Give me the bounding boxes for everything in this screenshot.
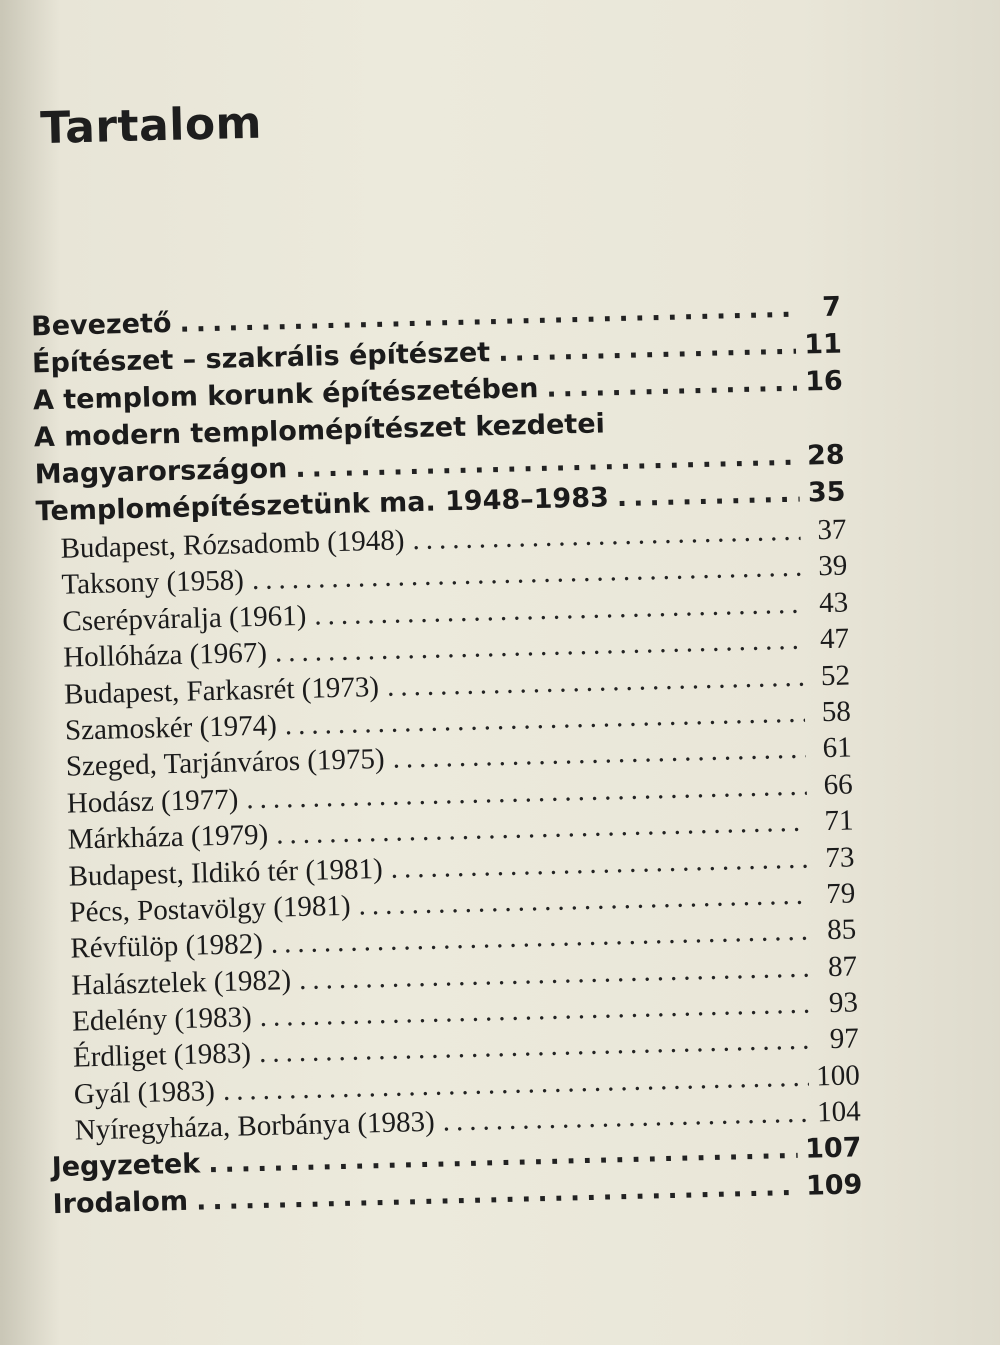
toc-entry-title: Érdliget (1983): [72, 1037, 252, 1075]
toc-entry-title: Hodász (1977): [66, 783, 239, 820]
toc-entry-page: 104: [816, 1095, 861, 1129]
toc-entry-page: 79: [825, 877, 856, 911]
toc-entry-page: [806, 427, 844, 428]
toc-entry-page: 35: [807, 476, 846, 509]
toc-entry-page: 28: [806, 439, 845, 472]
toc-entry-title: Budapest, Ildikó tér (1981): [68, 852, 384, 893]
toc-entry-page: 100: [815, 1059, 861, 1093]
toc-entry-page: 16: [804, 365, 844, 398]
toc-entry-page: 43: [818, 586, 849, 619]
toc-entry-page: 11: [803, 328, 843, 361]
toc-entry-title: Építészet – szakrális építészet: [31, 337, 491, 380]
toc-entry-title: A templom korunk építészetében: [32, 373, 539, 417]
toc-entry-title: Magyarországon: [34, 453, 288, 491]
toc-entry-title: Taksony (1958): [61, 564, 245, 602]
toc-entry-title: Halásztelek (1982): [70, 963, 292, 1002]
toc-entry-page: 97: [829, 1022, 860, 1056]
toc-entry-page: 107: [804, 1131, 862, 1165]
toc-entry-title: Bevezető: [30, 307, 172, 343]
toc-entry-title: Budapest, Rózsadomb (1948): [60, 524, 405, 565]
toc-entry-title: Hollóháza (1967): [62, 636, 268, 674]
toc-entry-page: 73: [825, 840, 855, 874]
toc-entry-page: 85: [826, 913, 857, 947]
dot-leader: [613, 428, 798, 433]
toc-entry-page: 61: [822, 731, 853, 765]
toc-entry-title: Szeged, Tarjánváros (1975): [65, 743, 385, 783]
toc-entry-page: 109: [805, 1168, 863, 1202]
toc-entry-page: 39: [817, 549, 848, 583]
toc-entry-page: 47: [819, 622, 850, 656]
dot-leader: [546, 367, 797, 404]
toc-entry-title: Márkháza (1979): [67, 818, 269, 856]
toc-entry-page: 93: [828, 986, 859, 1020]
toc-entry-page: 87: [827, 950, 858, 983]
dot-leader: [616, 478, 799, 513]
toc-entry-title: Pécs, Postavölgy (1981): [69, 889, 351, 929]
toc-entry-title: Budapest, Farkasrét (1973): [63, 670, 380, 711]
toc-entry-page: 37: [816, 513, 847, 547]
toc-entry-title: Nyíregyháza, Borbánya (1983): [74, 1106, 436, 1147]
dot-leader: [498, 330, 797, 368]
toc-entry-title: Templomépítészetünk ma. 1948–1983: [35, 482, 610, 528]
toc-entry-title: A modern templomépítészet kezdetei: [33, 408, 606, 454]
toc-entry-title: Irodalom: [52, 1185, 189, 1220]
toc-entry-title: Edelény (1983): [71, 1001, 253, 1038]
toc-entry-title: Szamoskér (1974): [64, 709, 278, 747]
toc-entry-title: Gyál (1983): [73, 1074, 216, 1111]
toc-entry-page: 52: [820, 659, 851, 692]
toc-entry-title: Révfülöp (1982): [70, 928, 264, 965]
table-of-contents: [31, 292, 863, 1226]
toc-entry-page: 66: [823, 768, 853, 801]
page-title: Tartalom: [39, 97, 263, 155]
toc-entry-page: 58: [821, 695, 852, 729]
toc-entry-title: Jegyzetek: [51, 1148, 201, 1183]
toc-entry-title: Cserépváralja (1961): [62, 599, 307, 638]
toc-entry-page: 7: [821, 291, 842, 324]
toc-entry-page: 71: [824, 804, 854, 838]
